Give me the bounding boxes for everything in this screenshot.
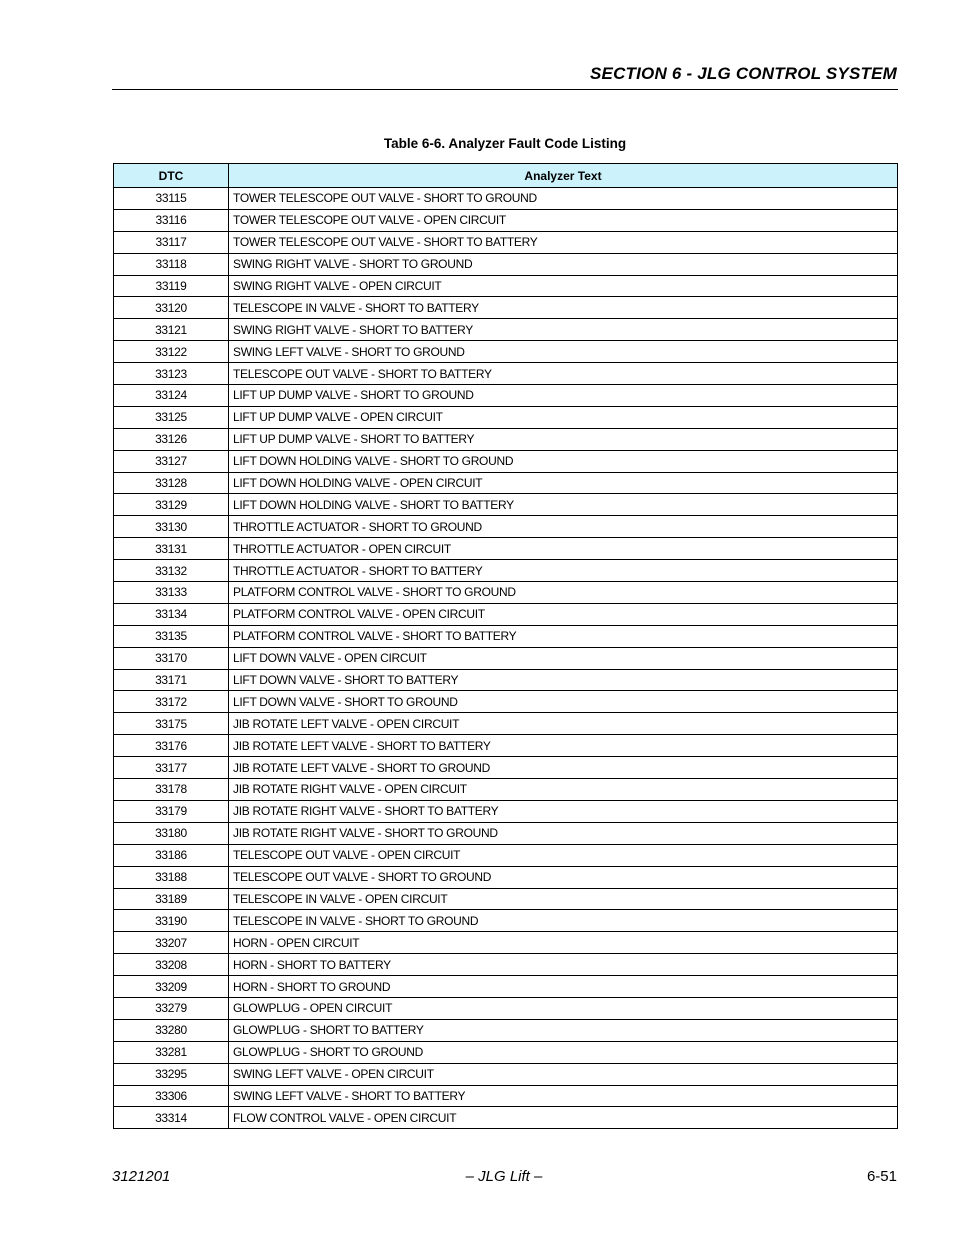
table-row bbox=[114, 691, 898, 713]
analyzer-text-cell: THROTTLE ACTUATOR - OPEN CIRCUIT bbox=[229, 538, 898, 560]
analyzer-text-cell: LIFT DOWN VALVE - SHORT TO GROUND bbox=[229, 691, 898, 713]
dtc-cell: 33126 bbox=[114, 428, 229, 450]
dtc-cell: 33120 bbox=[114, 297, 229, 319]
table-row bbox=[114, 1107, 898, 1129]
table-row bbox=[114, 253, 898, 275]
dtc-cell: 33116 bbox=[114, 209, 229, 231]
dtc-cell: 33118 bbox=[114, 253, 229, 275]
dtc-cell: 33132 bbox=[114, 560, 229, 582]
analyzer-text-cell: GLOWPLUG - OPEN CIRCUIT bbox=[229, 997, 898, 1019]
table-row bbox=[114, 428, 898, 450]
dtc-cell: 33119 bbox=[114, 275, 229, 297]
analyzer-text-cell: HORN - SHORT TO BATTERY bbox=[229, 954, 898, 976]
analyzer-text-cell: LIFT UP DUMP VALVE - OPEN CIRCUIT bbox=[229, 406, 898, 428]
table-row bbox=[114, 341, 898, 363]
table-row bbox=[114, 1041, 898, 1063]
analyzer-text-cell: JIB ROTATE LEFT VALVE - SHORT TO GROUND bbox=[229, 757, 898, 779]
table-row bbox=[114, 603, 898, 625]
dtc-cell: 33117 bbox=[114, 231, 229, 253]
table-row bbox=[114, 800, 898, 822]
dtc-cell: 33123 bbox=[114, 363, 229, 385]
table-row bbox=[114, 932, 898, 954]
dtc-cell: 33281 bbox=[114, 1041, 229, 1063]
table-body bbox=[114, 188, 898, 1129]
analyzer-text-cell: JIB ROTATE LEFT VALVE - SHORT TO BATTERY bbox=[229, 735, 898, 757]
analyzer-text-cell: LIFT UP DUMP VALVE - SHORT TO BATTERY bbox=[229, 428, 898, 450]
dtc-cell: 33208 bbox=[114, 954, 229, 976]
table-row bbox=[114, 669, 898, 691]
analyzer-text-cell: SWING LEFT VALVE - SHORT TO GROUND bbox=[229, 341, 898, 363]
table-header-row bbox=[114, 164, 898, 188]
table-row bbox=[114, 757, 898, 779]
analyzer-text-cell: SWING LEFT VALVE - SHORT TO BATTERY bbox=[229, 1085, 898, 1107]
analyzer-text-cell: GLOWPLUG - SHORT TO GROUND bbox=[229, 1041, 898, 1063]
table-row bbox=[114, 647, 898, 669]
dtc-cell: 33172 bbox=[114, 691, 229, 713]
table-row bbox=[114, 1019, 898, 1041]
table-row bbox=[114, 538, 898, 560]
analyzer-text-cell: LIFT DOWN VALVE - SHORT TO BATTERY bbox=[229, 669, 898, 691]
analyzer-text-cell: THROTTLE ACTUATOR - SHORT TO BATTERY bbox=[229, 560, 898, 582]
dtc-cell: 33131 bbox=[114, 538, 229, 560]
dtc-cell: 33129 bbox=[114, 494, 229, 516]
column-header-dtc: DTC bbox=[114, 164, 229, 188]
dtc-cell: 33135 bbox=[114, 625, 229, 647]
table-row bbox=[114, 954, 898, 976]
table-row bbox=[114, 297, 898, 319]
table-row bbox=[114, 779, 898, 801]
dtc-cell: 33171 bbox=[114, 669, 229, 691]
table-caption: Table 6-6. Analyzer Fault Code Listing bbox=[383, 136, 627, 151]
dtc-cell: 33207 bbox=[114, 932, 229, 954]
analyzer-text-cell: TELESCOPE OUT VALVE - SHORT TO GROUND bbox=[229, 866, 898, 888]
page-number: 6-51 bbox=[866, 1168, 897, 1185]
dtc-cell: 33115 bbox=[114, 188, 229, 210]
analyzer-text-cell: TELESCOPE IN VALVE - SHORT TO GROUND bbox=[229, 910, 898, 932]
analyzer-text-cell: SWING RIGHT VALVE - SHORT TO BATTERY bbox=[229, 319, 898, 341]
analyzer-text-cell: TELESCOPE OUT VALVE - OPEN CIRCUIT bbox=[229, 844, 898, 866]
dtc-cell: 33125 bbox=[114, 406, 229, 428]
dtc-cell: 33280 bbox=[114, 1019, 229, 1041]
analyzer-text-cell: TOWER TELESCOPE OUT VALVE - OPEN CIRCUIT bbox=[229, 209, 898, 231]
dtc-cell: 33128 bbox=[114, 472, 229, 494]
dtc-cell: 33177 bbox=[114, 757, 229, 779]
analyzer-text-cell: JIB ROTATE LEFT VALVE - OPEN CIRCUIT bbox=[229, 713, 898, 735]
analyzer-text-cell: PLATFORM CONTROL VALVE - SHORT TO GROUND bbox=[229, 582, 898, 604]
column-header-analyzer-text: Analyzer Text bbox=[229, 164, 898, 188]
table-row bbox=[114, 888, 898, 910]
dtc-cell: 33190 bbox=[114, 910, 229, 932]
dtc-cell: 33189 bbox=[114, 888, 229, 910]
table-row bbox=[114, 188, 898, 210]
table-row bbox=[114, 209, 898, 231]
table-row bbox=[114, 976, 898, 998]
analyzer-text-cell: PLATFORM CONTROL VALVE - SHORT TO BATTERY bbox=[229, 625, 898, 647]
analyzer-text-cell: THROTTLE ACTUATOR - SHORT TO GROUND bbox=[229, 516, 898, 538]
dtc-cell: 33124 bbox=[114, 385, 229, 407]
table-row bbox=[114, 319, 898, 341]
dtc-cell: 33188 bbox=[114, 866, 229, 888]
table-row bbox=[114, 363, 898, 385]
table-row bbox=[114, 1063, 898, 1085]
dtc-cell: 33127 bbox=[114, 450, 229, 472]
dtc-cell: 33180 bbox=[114, 822, 229, 844]
analyzer-text-cell: GLOWPLUG - SHORT TO BATTERY bbox=[229, 1019, 898, 1041]
analyzer-text-cell: SWING RIGHT VALVE - OPEN CIRCUIT bbox=[229, 275, 898, 297]
analyzer-text-cell: TELESCOPE IN VALVE - OPEN CIRCUIT bbox=[229, 888, 898, 910]
analyzer-text-cell: LIFT DOWN HOLDING VALVE - SHORT TO GROUND bbox=[229, 450, 898, 472]
table-row bbox=[114, 560, 898, 582]
dtc-cell: 33134 bbox=[114, 603, 229, 625]
footer-brand: – JLG Lift – bbox=[465, 1168, 543, 1185]
table-row bbox=[114, 735, 898, 757]
analyzer-text-cell: LIFT DOWN VALVE - OPEN CIRCUIT bbox=[229, 647, 898, 669]
table-row bbox=[114, 231, 898, 253]
table-row bbox=[114, 582, 898, 604]
analyzer-text-cell: TELESCOPE OUT VALVE - SHORT TO BATTERY bbox=[229, 363, 898, 385]
dtc-cell: 33121 bbox=[114, 319, 229, 341]
analyzer-text-cell: FLOW CONTROL VALVE - OPEN CIRCUIT bbox=[229, 1107, 898, 1129]
dtc-cell: 33122 bbox=[114, 341, 229, 363]
dtc-cell: 33279 bbox=[114, 997, 229, 1019]
dtc-cell: 33186 bbox=[114, 844, 229, 866]
table-row bbox=[114, 275, 898, 297]
analyzer-text-cell: JIB ROTATE RIGHT VALVE - SHORT TO BATTERY bbox=[229, 800, 898, 822]
dtc-cell: 33314 bbox=[114, 1107, 229, 1129]
section-title: SECTION 6 - JLG CONTROL SYSTEM bbox=[590, 64, 897, 83]
table-row bbox=[114, 472, 898, 494]
analyzer-text-cell: SWING RIGHT VALVE - SHORT TO GROUND bbox=[229, 253, 898, 275]
analyzer-text-cell: LIFT DOWN HOLDING VALVE - SHORT TO BATTERY bbox=[229, 494, 898, 516]
table-row bbox=[114, 910, 898, 932]
analyzer-text-cell: JIB ROTATE RIGHT VALVE - OPEN CIRCUIT bbox=[229, 779, 898, 801]
dtc-cell: 33178 bbox=[114, 779, 229, 801]
table-row bbox=[114, 494, 898, 516]
analyzer-text-cell: TOWER TELESCOPE OUT VALVE - SHORT TO BATTERY bbox=[229, 231, 898, 253]
table-row bbox=[114, 713, 898, 735]
table-row bbox=[114, 385, 898, 407]
dtc-cell: 33209 bbox=[114, 976, 229, 998]
analyzer-text-cell: LIFT DOWN HOLDING VALVE - OPEN CIRCUIT bbox=[229, 472, 898, 494]
dtc-cell: 33295 bbox=[114, 1063, 229, 1085]
analyzer-text-cell: SWING LEFT VALVE - OPEN CIRCUIT bbox=[229, 1063, 898, 1085]
dtc-cell: 33179 bbox=[114, 800, 229, 822]
table-row bbox=[114, 997, 898, 1019]
dtc-cell: 33133 bbox=[114, 582, 229, 604]
document-number: 3121201 bbox=[112, 1168, 171, 1185]
analyzer-text-cell: LIFT UP DUMP VALVE - SHORT TO GROUND bbox=[229, 385, 898, 407]
table-row bbox=[114, 406, 898, 428]
analyzer-text-cell: JIB ROTATE RIGHT VALVE - SHORT TO GROUND bbox=[229, 822, 898, 844]
analyzer-text-cell: HORN - SHORT TO GROUND bbox=[229, 976, 898, 998]
analyzer-text-cell: HORN - OPEN CIRCUIT bbox=[229, 932, 898, 954]
analyzer-text-cell: PLATFORM CONTROL VALVE - OPEN CIRCUIT bbox=[229, 603, 898, 625]
fault-code-table bbox=[113, 163, 898, 1129]
dtc-cell: 33306 bbox=[114, 1085, 229, 1107]
analyzer-text-cell: TELESCOPE IN VALVE - SHORT TO BATTERY bbox=[229, 297, 898, 319]
header-rule bbox=[112, 89, 898, 90]
table-row bbox=[114, 625, 898, 647]
table-row bbox=[114, 450, 898, 472]
table-row bbox=[114, 866, 898, 888]
table-row bbox=[114, 516, 898, 538]
table-row bbox=[114, 822, 898, 844]
analyzer-text-cell: TOWER TELESCOPE OUT VALVE - SHORT TO GROUND bbox=[229, 188, 898, 210]
table-row bbox=[114, 1085, 898, 1107]
dtc-cell: 33176 bbox=[114, 735, 229, 757]
dtc-cell: 33170 bbox=[114, 647, 229, 669]
dtc-cell: 33175 bbox=[114, 713, 229, 735]
dtc-cell: 33130 bbox=[114, 516, 229, 538]
table-row bbox=[114, 844, 898, 866]
